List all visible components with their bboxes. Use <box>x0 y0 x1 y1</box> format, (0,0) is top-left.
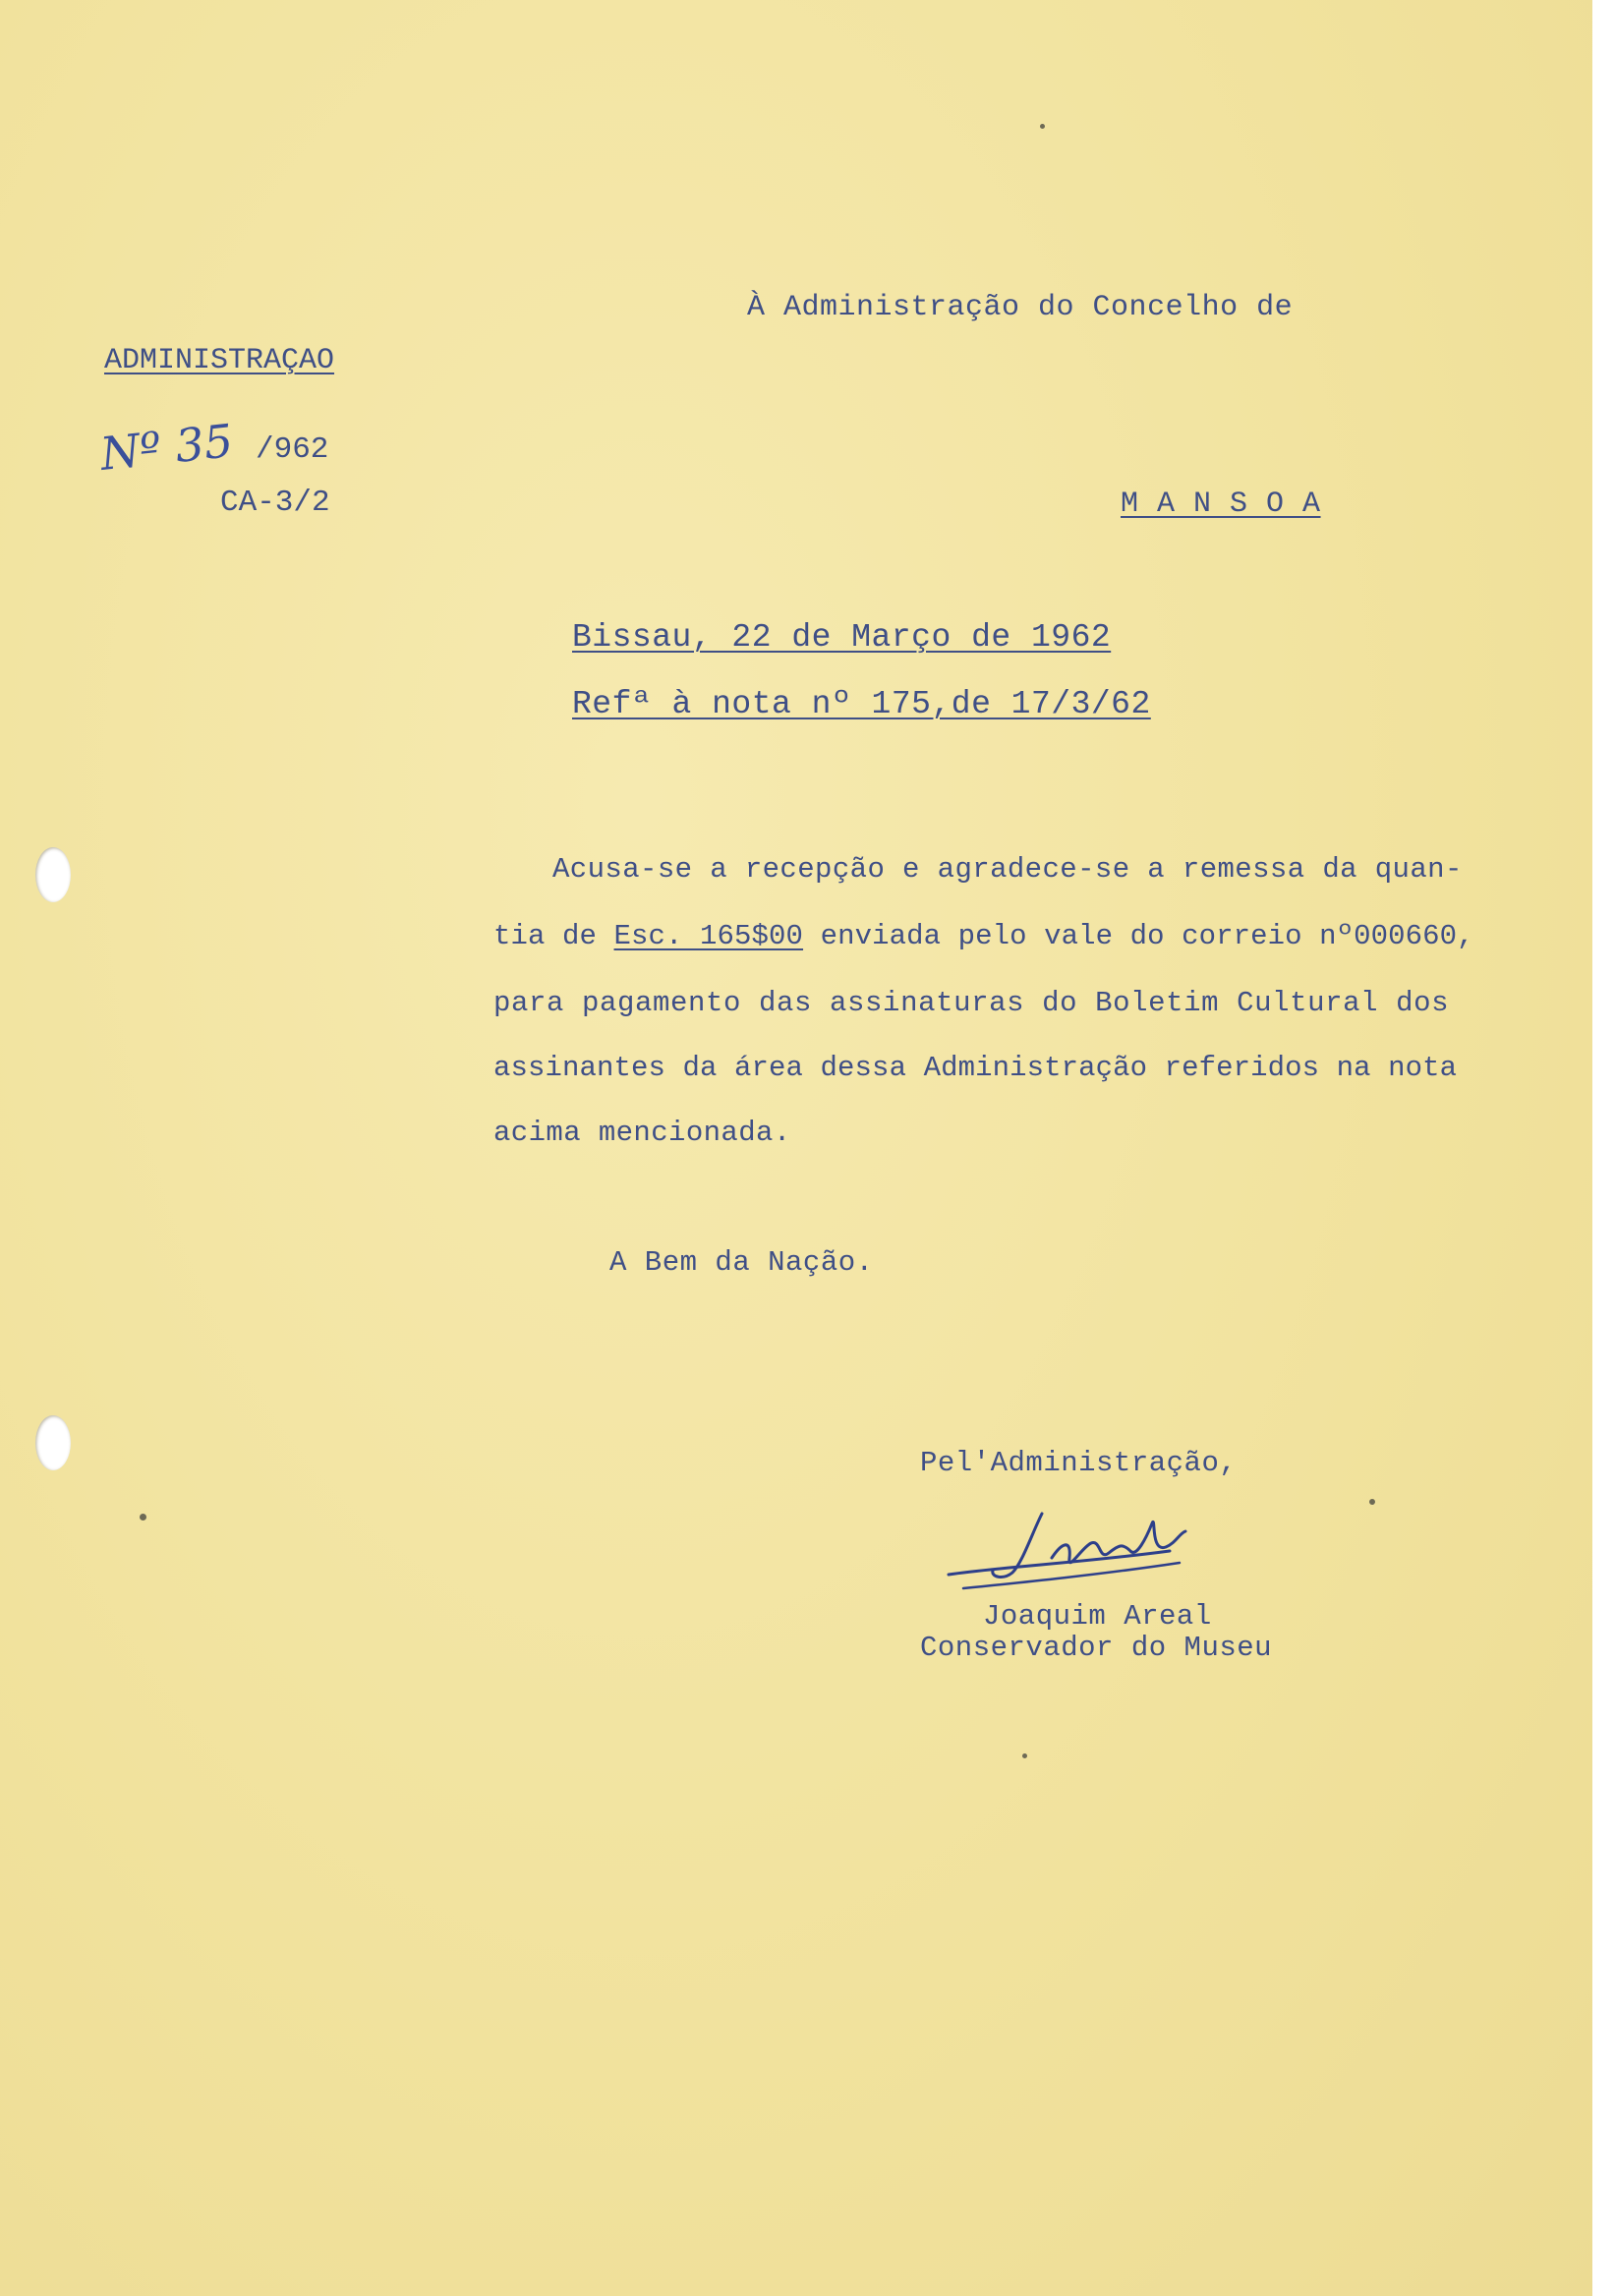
recipient-place: M A N S O A <box>1121 488 1321 521</box>
body-line: acima mencionada. <box>493 1117 791 1149</box>
body-line: assinantes da área dessa Administração referidos na nota <box>493 1052 1458 1084</box>
reference-line: Refª à nota nº 175,de 17/3/62 <box>572 686 1151 722</box>
paper-speck <box>140 1514 146 1521</box>
file-code: CA-3/2 <box>220 486 330 520</box>
signoff: Pel'Administração, <box>920 1447 1238 1479</box>
office-stamp: ADMINISTRAÇAO <box>104 344 335 377</box>
body-line: Acusa-se a recepção e agradece-se a remessa da quan- <box>552 853 1463 886</box>
date-line: Bissau, 22 de Março de 1962 <box>572 619 1112 656</box>
number-year: /962 <box>256 432 329 467</box>
paper-speck <box>1040 124 1045 129</box>
salutation: A Bem da Nação. <box>609 1246 874 1279</box>
signer-name: Joaquim Areal <box>983 1600 1212 1633</box>
body-line: tia de Esc. 165$00 enviada pelo vale do correio nº000660, <box>493 920 1474 952</box>
body-line: para pagamento das assinaturas do Boletim Cultural dos <box>493 987 1450 1019</box>
amount: Esc. 165$00 <box>613 920 804 952</box>
recipient-line: À Administração do Concelho de <box>747 291 1294 324</box>
punch-hole-bottom <box>35 1415 71 1470</box>
handwritten-number: Nº 35 <box>97 414 236 481</box>
punch-hole-top <box>35 847 71 902</box>
signature-scribble <box>944 1504 1239 1602</box>
paper-speck <box>1022 1753 1027 1758</box>
signer-title: Conservador do Museu <box>920 1632 1273 1664</box>
paper-speck <box>1369 1499 1375 1505</box>
